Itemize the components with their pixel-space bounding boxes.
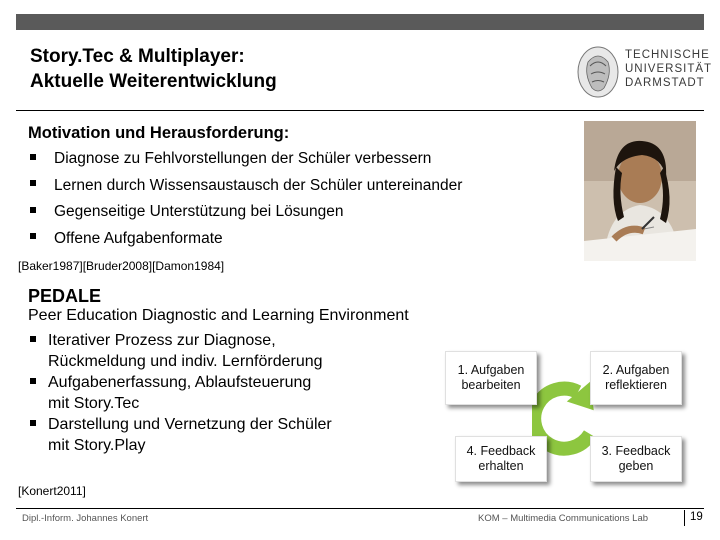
step-label: 4. Feedback <box>466 444 536 458</box>
list-item <box>30 228 462 255</box>
pedale-heading: PEDALE <box>28 286 102 306</box>
motivation-citation: [Baker1987][Bruder2008][Damon1984] <box>18 259 225 273</box>
step-label: geben <box>618 459 654 473</box>
page-number-separator <box>684 510 685 526</box>
list-item-text: Rückmeldung und indiv. Lernförderung <box>48 353 323 370</box>
university-logo <box>562 38 712 106</box>
list-item <box>30 372 332 414</box>
list-item-text: Gegenseitige Unterstützung bei Lösungen <box>54 203 344 220</box>
student-photo <box>584 121 696 261</box>
list-item-text: Lernen durch Wissensaustausch der Schüler untereinander <box>54 176 463 194</box>
list-item <box>30 201 462 228</box>
cycle-step-1 <box>445 351 537 405</box>
pedale-citation: [Konert2011] <box>18 484 86 498</box>
footer-lab: KOM – Multimedia Communications Lab <box>478 513 649 524</box>
list-item-text: mit Story.Tec <box>48 395 140 412</box>
logo-text <box>625 48 712 90</box>
motivation-list <box>30 148 462 254</box>
step-label: bearbeiten <box>461 378 521 392</box>
student-writing-image <box>584 121 696 261</box>
list-item-text: Diagnose zu Fehlvorstellungen der Schüler verbessern <box>54 150 432 167</box>
list-item <box>30 330 332 372</box>
list-item-text: mit Story.Play <box>48 437 146 454</box>
title-line-1: Story.Tec & Multiplayer: <box>30 46 245 67</box>
square-bullet-icon <box>30 154 36 160</box>
title-line-2: Aktuelle Weiterentwicklung <box>30 71 277 92</box>
logo-line-1: TECHNISCHE <box>625 49 710 61</box>
list-item-text: Darstellung und Vernetzung der Schüler <box>48 416 332 433</box>
page-number: 19 <box>690 511 703 523</box>
square-bullet-icon <box>30 378 36 384</box>
pedale-subtitle: Peer Education Diagnostic and Learning Environment <box>28 307 409 324</box>
list-item <box>30 148 462 175</box>
list-item-text: Offene Aufgabenformate <box>54 229 223 247</box>
list-item-text: Iterativer Prozess zur Diagnose, <box>48 332 276 349</box>
cycle-step-4 <box>455 436 547 482</box>
step-label: 2. Aufgaben <box>602 363 670 377</box>
step-label: reflektieren <box>605 378 667 392</box>
square-bullet-icon <box>30 336 36 342</box>
university-seal-icon <box>574 44 622 100</box>
list-item <box>30 414 332 456</box>
footer-author: Dipl.-Inform. Johannes Konert <box>22 513 149 524</box>
logo-line-3: DARMSTADT <box>625 77 705 89</box>
motivation-heading: Motivation und Herausforderung: <box>28 124 290 142</box>
cycle-step-3 <box>590 436 682 482</box>
footer-divider <box>16 508 704 509</box>
slide-title <box>30 44 277 94</box>
top-bar <box>16 14 704 30</box>
pedale-list <box>30 330 332 456</box>
square-bullet-icon <box>30 233 36 239</box>
logo-line-2: UNIVERSITÄT <box>625 63 713 75</box>
list-item <box>30 175 462 202</box>
step-label: 1. Aufgaben <box>457 363 525 377</box>
header-divider <box>16 110 704 111</box>
step-label: 3. Feedback <box>601 444 671 458</box>
square-bullet-icon <box>30 207 36 213</box>
square-bullet-icon <box>30 420 36 426</box>
list-item-text: Aufgabenerfassung, Ablaufsteuerung <box>48 374 312 391</box>
step-label: erhalten <box>478 459 524 473</box>
square-bullet-icon <box>30 180 36 186</box>
cycle-step-2 <box>590 351 682 405</box>
